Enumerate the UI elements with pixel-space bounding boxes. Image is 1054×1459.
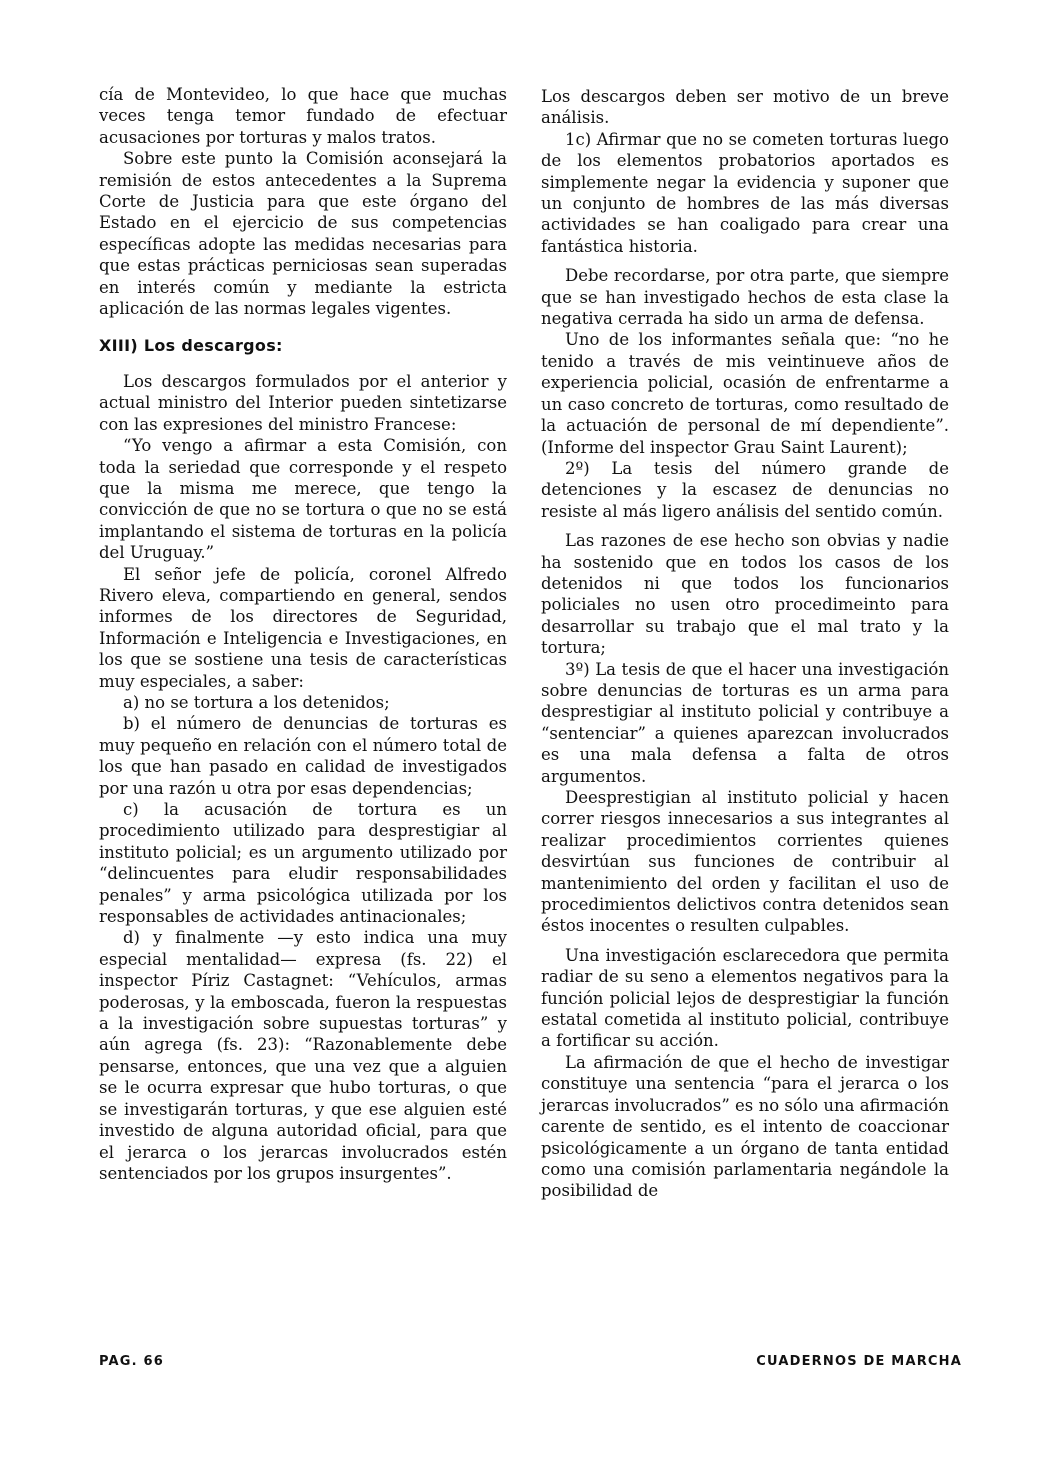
page-number: PAG. 66 <box>99 1354 165 1369</box>
right-column <box>541 86 949 1202</box>
paragraph: La afirmación de que el hecho de investigar constituye una sentencia “para el jerarca o los jerarcas involucrados” es no sólo una afirmación carente de sentido, es el intento de coaccionar psicológicamente a un órgano de tanta entidad como una comisión parlamentaria negándole la posibilidad de <box>541 1052 949 1201</box>
paragraph: Sobre este punto la Comisión aconsejará la remisión de estos antecedentes a la Suprema Corte de Justicia para que este órgano del Estado en el ejercicio de sus competencias específicas adopte las medidas necesarias para que estas prácticas perniciosas sean superadas en interés común y mediante la estricta aplicación de las normas legales vigentes. <box>99 149 507 319</box>
paragraph: Uno de los informantes señala que: “no he tenido a través de mis veintinueve años de experiencia policial, ocasión de enfrentarme a un caso concreto de torturas, como resultado de la actuación de personal de mí dependiente”. (Informe del inspector Grau Saint Laurent); <box>541 330 949 457</box>
paragraph: El señor jefe de policía, coronel Alfredo Rivero eleva, compartiendo en general, sendos informes de los directores de Seguridad, Información e Inteligencia e Investigaciones, en los que se sostiene una tesis de características muy especiales, a saber: <box>99 564 507 691</box>
paragraph: Los descargos formulados por el anterior y actual ministro del Interior pueden sintetizarse con las expresiones del ministro Francese: <box>99 371 507 434</box>
paragraph: 3º) La tesis de que el hacer una investigación sobre denuncias de torturas es un arma para desprestigiar al instituto policial y contribuye a “sentenciar” a quienes aparezcan involucrados es una mala defensa a falta de otros argumentos. <box>541 659 949 786</box>
list-item: d) y finalmente —y esto indica una muy especial mentalidad— expresa (fs. 22) el inspector Píriz Castagnet: “Vehículos, armas poderosas, y la emboscada, fueron la respuestas a la investigación sobre supuestas torturas” y aún agrega (fs. 23): “Razonablemente debe pensarse, entonces, que una vez que a alguien se le ocurra expresar que hubo torturas, o que se investigarán torturas, y que ese alguien esté investido de alguna autoridad oficial, para que el jerarca o los jerarcas involucrados estén sentenciados por los grupos insurgentes”. <box>99 928 507 1183</box>
paragraph: Una investigación esclarecedora que permita radiar de su seno a elementos negativos para la función policial lejos de desprestigiar la función estatal cometida al instituto policial, contribuye a fortificar su acción. <box>541 945 949 1051</box>
paragraph: Deesprestigian al instituto policial y hacen correr riesgos innecesarios a sus integrantes al realizar procedimientos corrientes quienes desvirtúan sus funciones de contribuir al mantenimiento del orden y facilitan el uso de procedimientos delictivos contra detenidos sean éstos inocentes o resulten culpables. <box>541 788 949 936</box>
list-item: c) la acusación de tortura es un procedimiento utilizado para desprestigiar al instituto policial; es un argumento utilizado por “delincuentes para eludir responsabilidades penales” y arma psicológica utilizada por los responsables de actividades antinacionales; <box>99 800 507 927</box>
publication-name: CUADERNOS DE MARCHA <box>756 1354 962 1369</box>
list-item: a) no se tortura a los detenidos; <box>123 692 390 712</box>
paragraph: cía de Montevideo, lo que hace que muchas veces tenga temor fundado de efectuar acusaciones por torturas y malos tratos. <box>99 85 507 147</box>
paragraph: Los descargos deben ser motivo de un breve análisis. <box>541 87 949 128</box>
quote-paragraph: “Yo vengo a afirmar a esta Comisión, con toda la seriedad que corresponde y el respeto que la misma me merece, que tengo la convicción de que no se tortura o que no se está implantando el sistema de torturas en la policía del Uruguay.” <box>99 436 507 563</box>
paragraph: 1c) Afirmar que no se cometen torturas luego de los elementos probatorios aportados es simplemente negar la evidencia y suponer que un conjunto de hombres de las más diversas actividades se han coaligado para crear una fantástica historia. <box>541 129 949 256</box>
left-column <box>99 84 507 1184</box>
paragraph: Debe recordarse, por otra parte, que siempre que se han investigado hechos de esta clase la negativa cerrada ha sido un arma de defensa. <box>541 266 949 329</box>
paragraph: 2º) La tesis del número grande de detenciones y la escasez de denuncias no resiste al más ligero análisis del sentido común. <box>541 458 949 521</box>
list-item: b) el número de denuncias de torturas es muy pequeño en relación con el número total de los que han pasado en calidad de investigados por una razón u otra por esas dependencias; <box>99 714 507 798</box>
paragraph: Las razones de ese hecho son obvias y nadie ha sostenido que en todos los casos de los detenidos ni que todos los funcionarios policiales no usen otro procedimeinto para desarrollar su trabajo que el mal trato y la tortura; <box>541 531 949 658</box>
section-heading: XIII) Los descargos: <box>99 336 283 356</box>
